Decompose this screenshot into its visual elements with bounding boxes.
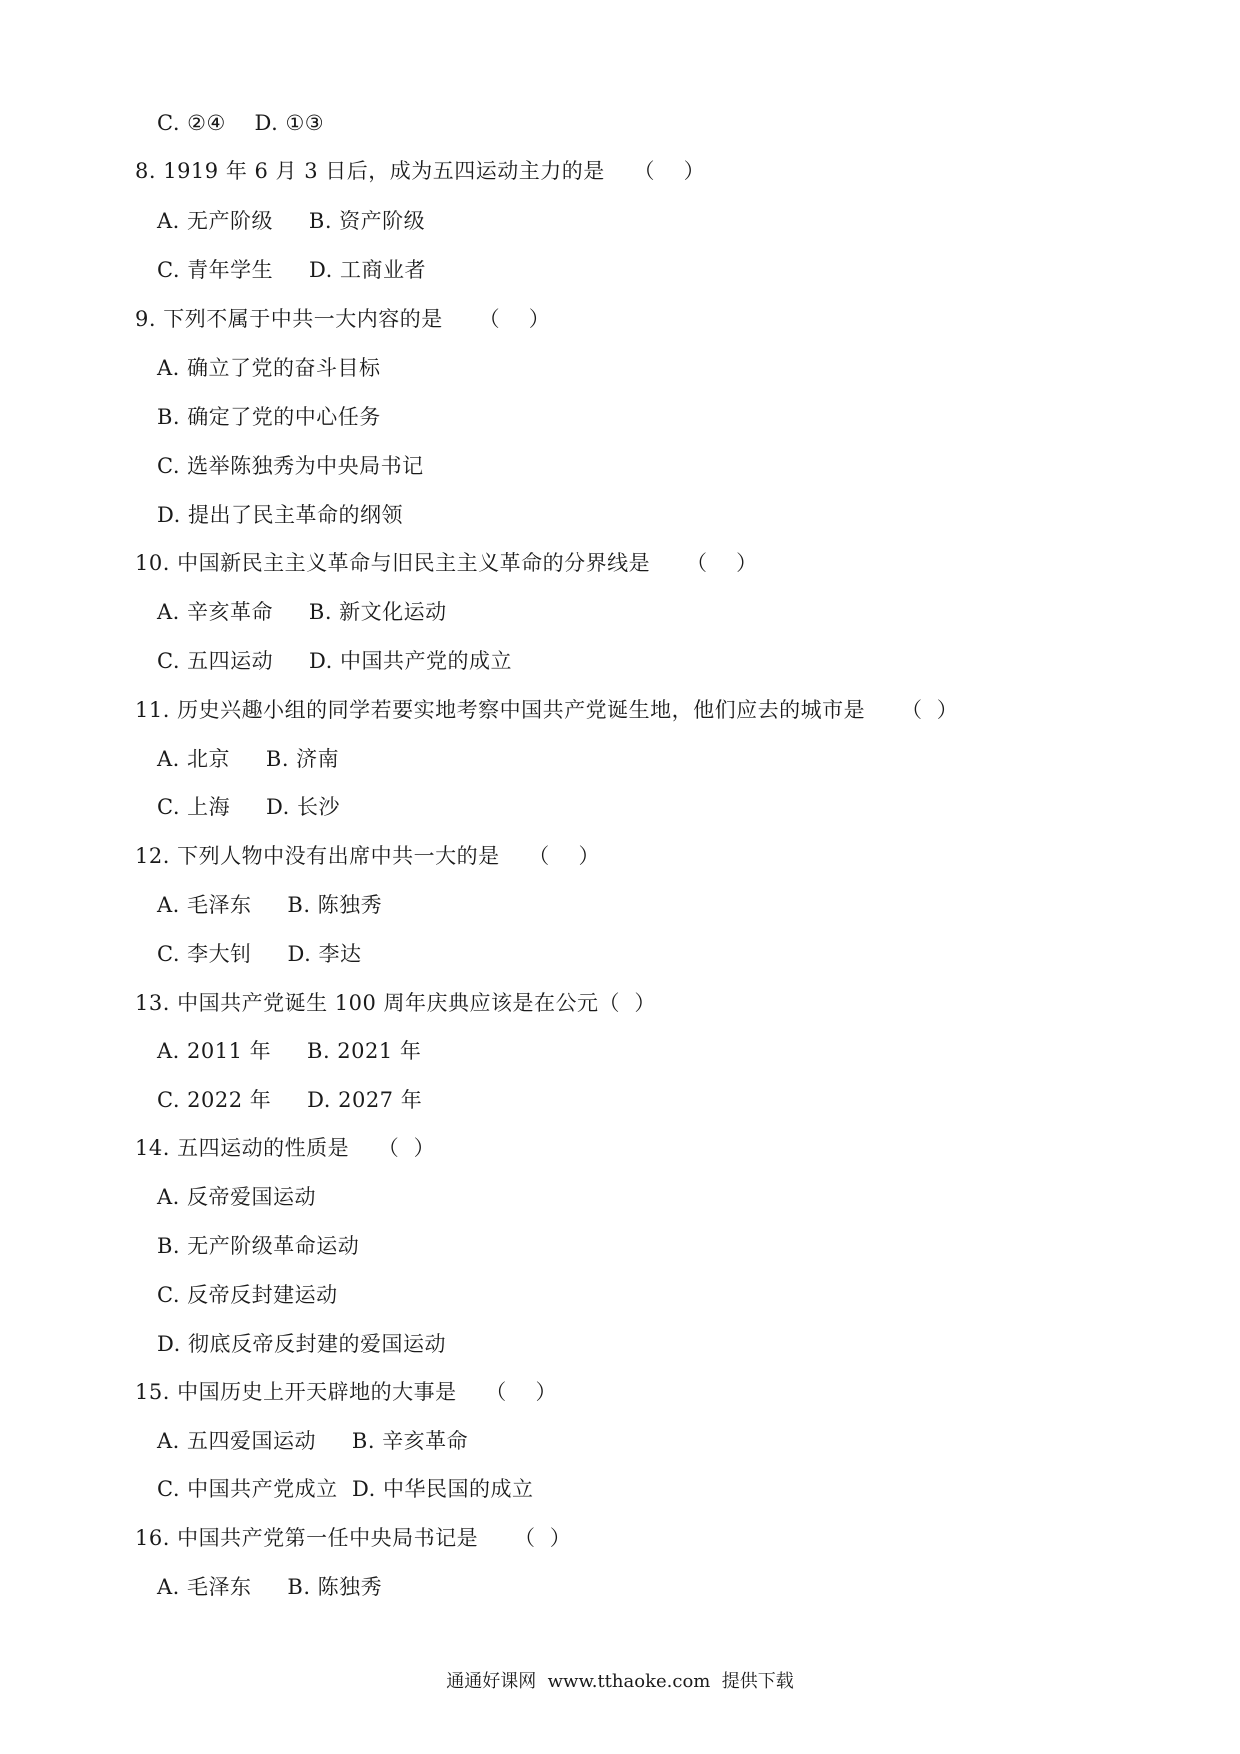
option-line: A. 无产阶级 B. 资产阶级 xyxy=(157,209,426,233)
question-10: 10. 中国新民主主义革命与旧民主主义革命的分界线是 （ ） xyxy=(135,551,758,575)
option-line: C. 选举陈独秀为中央局书记 xyxy=(157,454,424,478)
option-line: A. 五四爱国运动 B. 辛亥革命 xyxy=(157,1429,469,1453)
page-footer: 通通好课网 www.tthaoke.com 提供下载 xyxy=(446,1671,794,1692)
question-8: 8. 1919 年 6 月 3 日后，成为五四运动主力的是 （ ） xyxy=(135,159,706,183)
question-9: 9. 下列不属于中共一大内容的是 （ ） xyxy=(135,307,551,331)
question-14: 14. 五四运动的性质是 （ ） xyxy=(135,1136,436,1160)
option-line: C. 反帝反封建运动 xyxy=(157,1283,338,1307)
option-line: A. 北京 B. 济南 xyxy=(157,747,340,771)
question-15: 15. 中国历史上开天辟地的大事是 （ ） xyxy=(135,1380,557,1404)
option-line: C. 2022 年 D. 2027 年 xyxy=(157,1088,423,1112)
option-line: C. 五四运动 D. 中国共产党的成立 xyxy=(157,649,512,673)
option-line: B. 无产阶级革命运动 xyxy=(157,1234,360,1258)
option-line: C. 中国共产党成立 D. 中华民国的成立 xyxy=(157,1477,534,1501)
option-line: D. 彻底反帝反封建的爱国运动 xyxy=(157,1332,446,1356)
option-line: A. 毛泽东 B. 陈独秀 xyxy=(157,893,383,917)
option-line: C. 李大钊 D. 李达 xyxy=(157,942,362,966)
question-11: 11. 历史兴趣小组的同学若要实地考察中国共产党诞生地，他们应去的城市是 （ ） xyxy=(135,698,959,722)
question-16: 16. 中国共产党第一任中央局书记是 （ ） xyxy=(135,1526,572,1550)
option-line: B. 确定了党的中心任务 xyxy=(157,405,381,429)
option-line: A. 2011 年 B. 2021 年 xyxy=(157,1039,422,1063)
option-line: C. 上海 D. 长沙 xyxy=(157,795,340,819)
question-12: 12. 下列人物中没有出席中共一大的是 （ ） xyxy=(135,844,600,868)
question-13: 13. 中国共产党诞生 100 周年庆典应该是在公元（ ） xyxy=(135,991,656,1015)
option-line: C. 青年学生 D. 工商业者 xyxy=(157,258,426,282)
option-line: A. 反帝爱国运动 xyxy=(157,1185,317,1209)
option-line: C. ②④ D. ①③ xyxy=(157,111,325,135)
option-line: A. 毛泽东 B. 陈独秀 xyxy=(157,1575,383,1599)
option-line: A. 辛亥革命 B. 新文化运动 xyxy=(157,600,447,624)
option-line: A. 确立了党的奋斗目标 xyxy=(157,356,381,380)
option-line: D. 提出了民主革命的纲领 xyxy=(157,503,403,527)
